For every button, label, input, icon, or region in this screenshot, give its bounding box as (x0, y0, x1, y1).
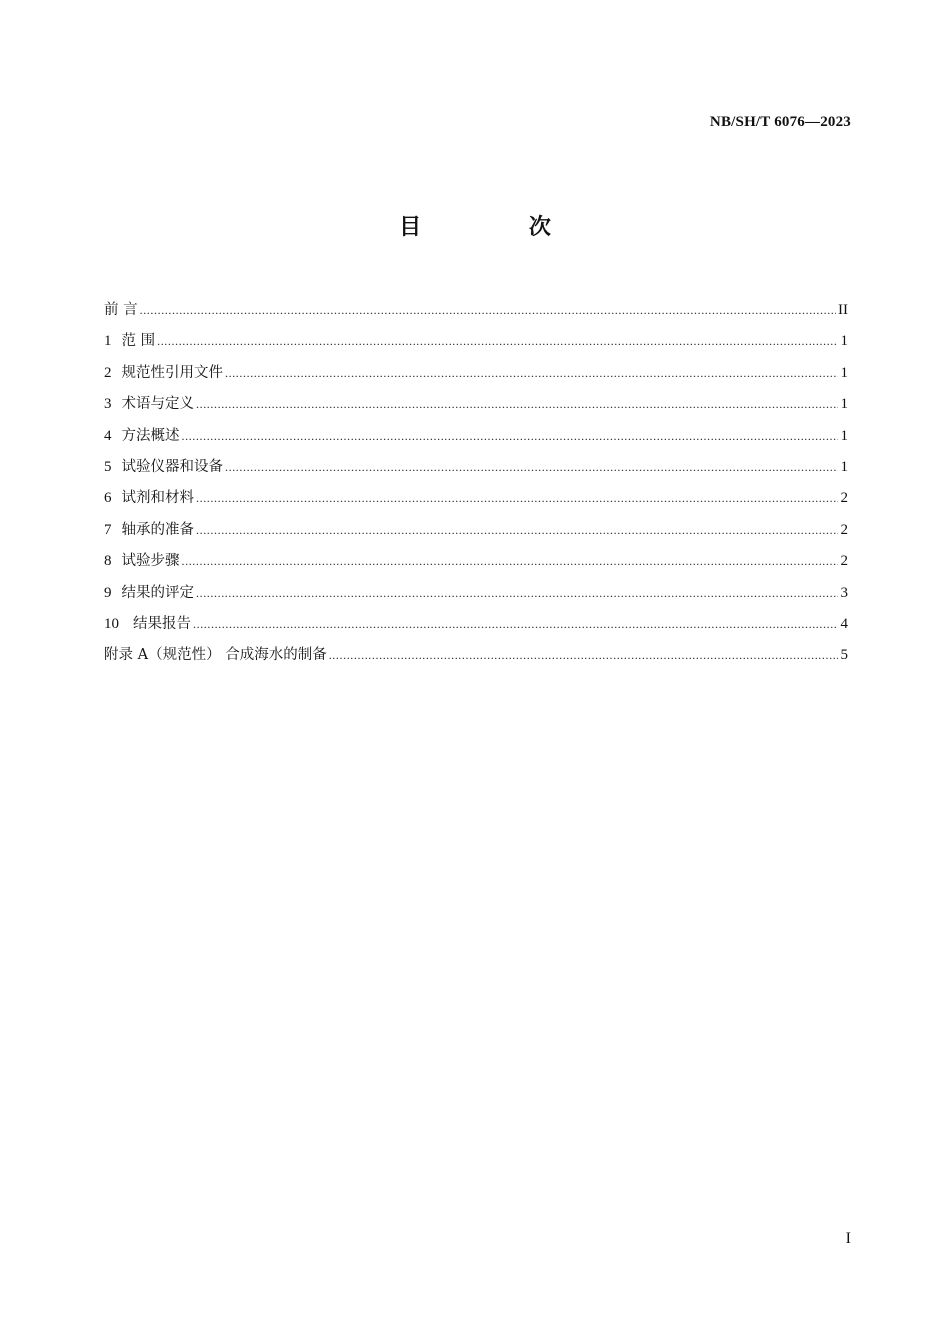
toc-leader-dots (182, 547, 839, 575)
toc-item-label: 9 结果的评定 (104, 584, 194, 601)
toc-leader-dots (157, 327, 838, 355)
toc-item-page: 1 (840, 458, 848, 475)
toc-list (104, 296, 848, 673)
toc-item-scope[interactable] (104, 327, 848, 358)
toc-item-label: 10 结果报告 (104, 615, 191, 632)
toc-item-label: 前 言 (104, 302, 138, 318)
standard-code: NB/SH/T 6076—2023 (709, 114, 851, 130)
toc-item-method-overview[interactable] (104, 422, 848, 453)
toc-item-label: 1 范 围 (104, 333, 156, 350)
toc-item-normative-references[interactable] (104, 359, 848, 390)
toc-item-page: 1 (840, 333, 848, 350)
toc-leader-dots (196, 484, 838, 512)
toc-item-page: 1 (840, 396, 848, 413)
toc-item-page: 1 (840, 427, 848, 444)
toc-title: 目 次 (399, 215, 601, 240)
toc-item-label: 2 规范性引用文件 (104, 364, 223, 381)
toc-item-bearing-preparation[interactable] (104, 516, 848, 547)
toc-leader-dots (225, 359, 838, 387)
toc-item-terms[interactable] (104, 390, 848, 421)
toc-leader-dots (329, 641, 838, 669)
toc-item-label: 4 方法概述 (104, 427, 180, 444)
toc-item-page: 4 (840, 615, 848, 632)
toc-item-label: 附录 A（规范性） 合成海水的制备 (104, 647, 327, 664)
toc-leader-dots (140, 296, 836, 324)
page-number: I (845, 1230, 851, 1247)
toc-item-label: 8 试验步骤 (104, 553, 180, 570)
toc-leader-dots (182, 422, 839, 450)
toc-item-label: 7 轴承的准备 (104, 521, 194, 538)
toc-item-page: 5 (840, 647, 848, 664)
toc-item-page: 2 (840, 553, 848, 570)
toc-item-reagents[interactable] (104, 484, 848, 515)
toc-leader-dots (196, 390, 838, 418)
toc-item-evaluation[interactable] (104, 579, 848, 610)
toc-leader-dots (196, 579, 838, 607)
toc-item-page: 3 (840, 584, 848, 601)
toc-item-report[interactable] (104, 610, 848, 641)
toc-item-test-procedure[interactable] (104, 547, 848, 578)
toc-item-page: 2 (840, 490, 848, 507)
toc-leader-dots (196, 516, 838, 544)
toc-item-annex-a[interactable] (104, 641, 848, 672)
toc-item-label: 3 术语与定义 (104, 396, 194, 413)
toc-item-page: 2 (840, 521, 848, 538)
toc-item-label: 6 试剂和材料 (104, 490, 194, 507)
toc-item-label: 5 试验仪器和设备 (104, 458, 223, 475)
toc-leader-dots (225, 453, 838, 481)
toc-item-page: 1 (840, 364, 848, 381)
toc-item-apparatus[interactable] (104, 453, 848, 484)
toc-item-page: II (838, 302, 848, 318)
toc-leader-dots (193, 610, 838, 638)
toc-item-preface[interactable] (104, 296, 848, 327)
